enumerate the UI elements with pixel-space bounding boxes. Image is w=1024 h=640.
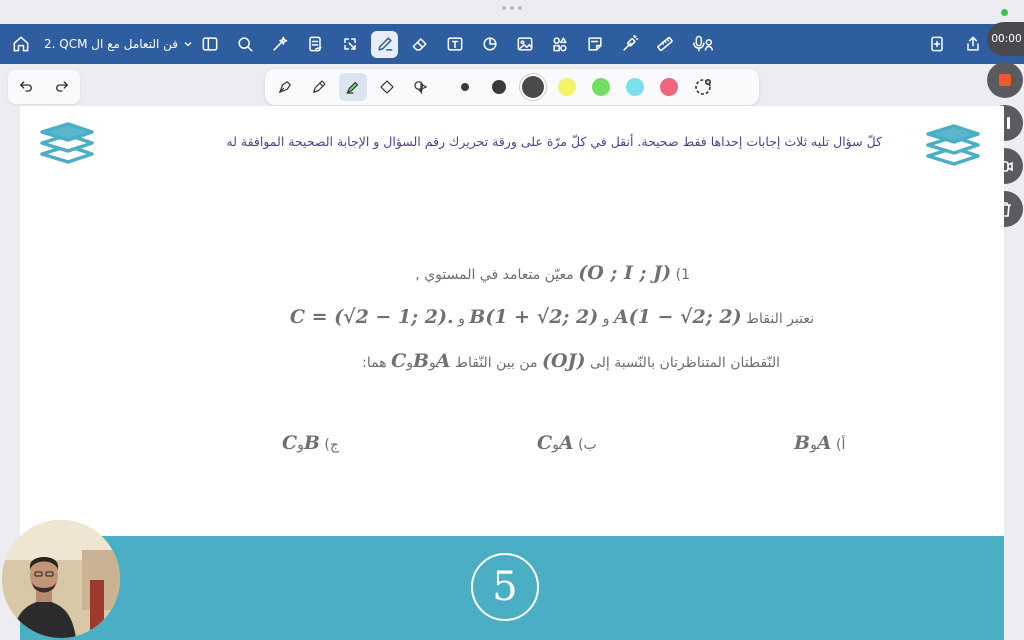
question-line-3 (260, 350, 780, 372)
undo-redo-bar (8, 70, 80, 104)
fountain-pen-icon[interactable] (271, 73, 299, 101)
recording-timer: 00:00 (987, 22, 1024, 56)
highlighter-icon[interactable] (339, 73, 367, 101)
point-b: B(1 + √2; 2) (469, 306, 599, 328)
color-pink[interactable] (655, 73, 683, 101)
color-yellow[interactable] (553, 73, 581, 101)
choice-label: أ) (836, 437, 846, 453)
custom-color-icon[interactable] (689, 73, 717, 101)
pen-icon[interactable] (371, 31, 398, 58)
undo-icon[interactable] (17, 76, 35, 98)
window-handle[interactable] (500, 6, 524, 12)
search-icon[interactable] (231, 31, 258, 58)
choice-b[interactable] (537, 432, 597, 454)
camera-active-indicator (1001, 9, 1008, 16)
pen-toolbar (265, 69, 759, 105)
and-text: و (602, 311, 610, 327)
question-line-2 (220, 306, 814, 328)
image-icon[interactable] (511, 31, 538, 58)
add-page-icon[interactable] (924, 31, 950, 57)
slide-footer (20, 536, 1004, 640)
label-a: A (435, 350, 451, 372)
chevron-down-icon (182, 38, 194, 50)
choice-label: ج) (324, 437, 339, 453)
choice-a[interactable] (794, 432, 845, 454)
question-line-1 (350, 262, 690, 284)
books-icon (38, 116, 96, 166)
stop-recording-button[interactable] (987, 62, 1023, 98)
and-text: و (406, 355, 413, 371)
color-cyan[interactable] (621, 73, 649, 101)
choice-math: B (794, 432, 811, 454)
choice-math: A (558, 432, 574, 454)
shapes-icon[interactable] (476, 31, 503, 58)
ruler-icon[interactable] (651, 31, 678, 58)
document-title: 2. QCM فن التعامل مع ال (44, 37, 179, 51)
choice-math: A (816, 432, 832, 454)
elements-icon[interactable] (546, 31, 573, 58)
label-c: C (391, 350, 407, 372)
among-points-text: من بين النّقاط (455, 355, 538, 371)
ball-pen-icon[interactable] (305, 73, 333, 101)
and-text: و (458, 311, 465, 327)
frame-text: معيّن متعامد في المستوي , (415, 267, 574, 283)
choice-math: B (303, 432, 320, 454)
presenter-video (2, 520, 120, 638)
choice-label: ب) (578, 437, 597, 453)
choice-math: C (537, 432, 553, 454)
point-c: C = (√2 − 1; 2). (289, 306, 454, 328)
lasso-icon[interactable] (336, 31, 363, 58)
symmetry-text: النّقطتان المتناظرتان بالنّسبة إلى (589, 355, 780, 371)
color-green[interactable] (587, 73, 615, 101)
stop-icon (996, 71, 1014, 89)
main-toolbar (0, 24, 1024, 64)
points-intro: نعتبر النقاط (746, 311, 814, 327)
are-text: هما: (362, 355, 387, 371)
size-large[interactable] (519, 73, 547, 101)
books-icon-right (924, 118, 982, 168)
and-text: و (429, 355, 436, 371)
home-icon[interactable] (8, 31, 34, 57)
magic-wand-icon[interactable] (266, 31, 293, 58)
and-text: و (552, 437, 559, 453)
frame-math: (O ; I ; J) (578, 262, 672, 284)
choice-c[interactable] (282, 432, 339, 454)
point-a: A(1 − √2; 2) (613, 306, 742, 328)
size-small[interactable] (451, 73, 479, 101)
sticky-note-icon[interactable] (581, 31, 608, 58)
sidebar-icon[interactable] (196, 31, 223, 58)
and-text: و (810, 437, 817, 453)
question-number: 1) (675, 267, 690, 283)
laser-pointer-icon[interactable] (616, 31, 643, 58)
slide-page (20, 106, 1004, 640)
text-box-icon[interactable] (441, 31, 468, 58)
and-text: و (297, 437, 304, 453)
choice-math: C (282, 432, 298, 454)
axis-oj: (OJ) (541, 350, 586, 372)
eraser-shape-icon[interactable] (373, 73, 401, 101)
document-title-menu[interactable] (44, 37, 194, 51)
page-number: 5 (471, 553, 539, 621)
size-medium[interactable] (485, 73, 513, 101)
lasso-select-icon[interactable] (407, 73, 435, 101)
eraser-icon[interactable] (406, 31, 433, 58)
label-b: B (412, 350, 430, 372)
webcam-overlay[interactable] (2, 520, 120, 638)
redo-icon[interactable] (53, 76, 71, 98)
document-scan-icon[interactable] (301, 31, 328, 58)
microphone-icon[interactable] (686, 31, 720, 58)
share-icon[interactable] (960, 31, 986, 57)
instruction-text: كلّ سؤال تليه ثلاث إجابات إحداها فقط صحيحة. أنقل في كلّ مرّة على ورقة تحريرك رقم السؤال و الإجابة الصحيحة الموافقة له (226, 134, 882, 149)
